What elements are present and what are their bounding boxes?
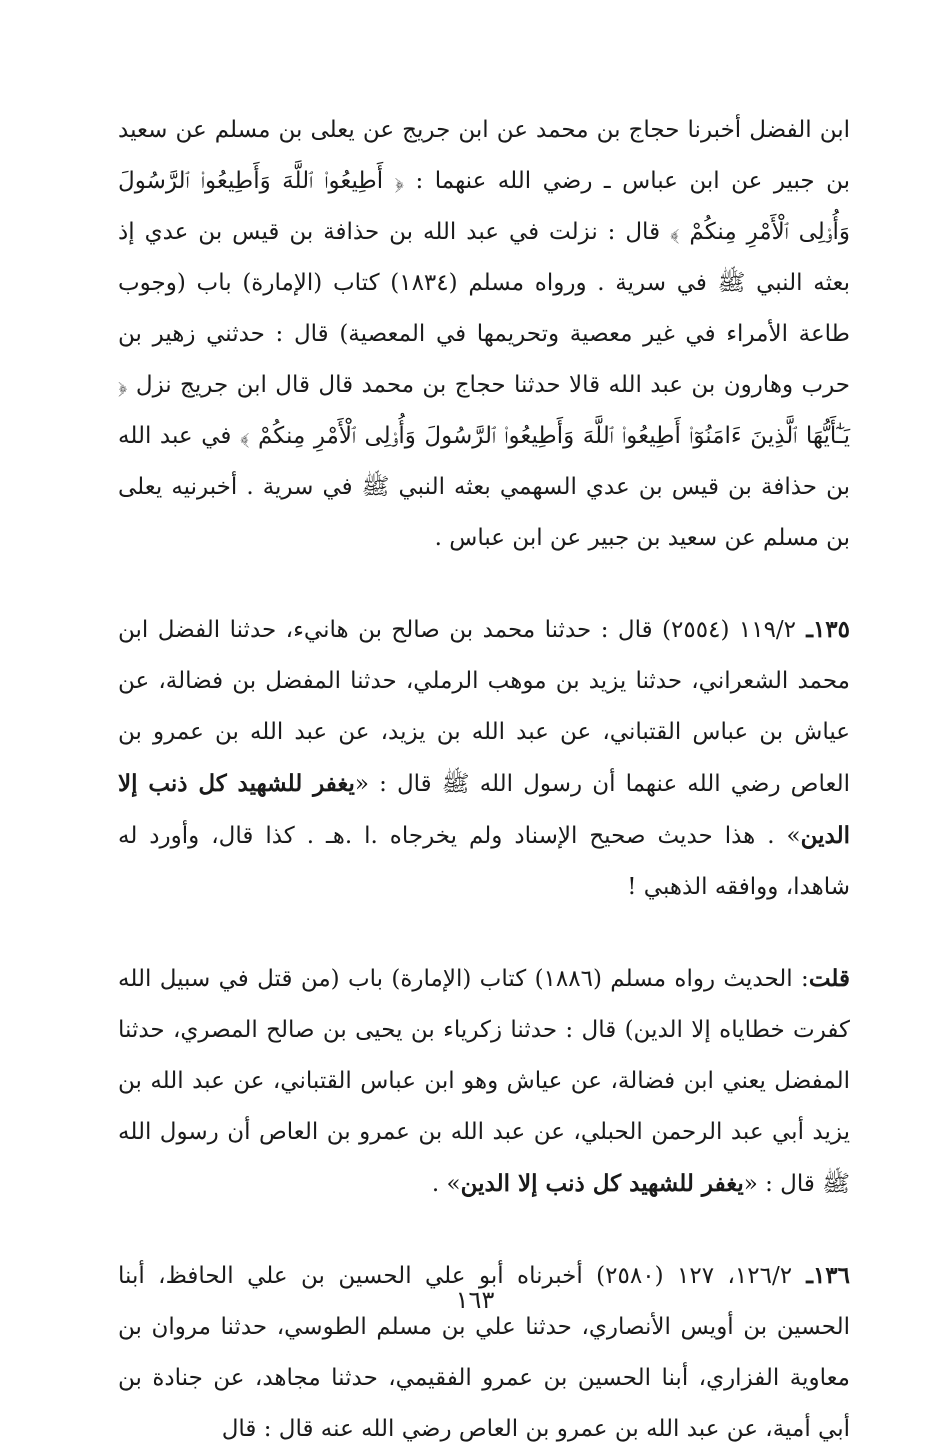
page-number: ١٦٣ <box>455 1286 495 1314</box>
hadith-quote: يغفر للشهيد كل ذنب إلا الدين <box>460 1170 744 1197</box>
page-body <box>118 105 850 1455</box>
paragraph-text: : الحديث رواه مسلم (١٨٨٦) كتاب (الإمارة) باب (من قتل في سبيل الله كفرت خطاياه إلا الدين) قال : حدثنا زكرياء بن يحيى بن صالح المصري، حدثنا المفضل يعني ابن فضالة، عن عياش وهو ابن عباس القتباني، عن عبد الله بن يزيد أبي عبد الرحمن الحبلي، عن عبد الله بن عمرو بن العاص أن رسول الله ﷺ قال : « <box>118 966 850 1197</box>
paragraph-text: ١١٩/٢ (٢٥٥٤) قال : حدثنا محمد بن صالح بن هانيء، حدثنا الفضل ابن محمد الشعراني، حدثنا يزيد بن موهب الرملي، حدثنا المفضل بن فضالة، عن عياش بن عباس القتباني، عن عبد الله بن يزيد، عن عبد الله بن عمرو بن العاص رضي الله عنهما أن رسول الله ﷺ قال : « <box>118 617 850 797</box>
entry-number: ١٣٥ـ <box>796 616 850 643</box>
quran-verse: ﴿ يَـٰٓأَيُّهَا ٱلَّذِينَ ءَامَنُوٓا۟ أَطِيعُوا۟ ٱللَّهَ وَأَطِيعُوا۟ ٱلرَّسُولَ وَأُو۟لِى ٱلْأَمْرِ مِنكُمْ ﴾ <box>118 372 850 449</box>
paragraph <box>118 953 850 1210</box>
hadith-quote: يغفر للشهيد كل ذنب إلا الدين <box>118 770 850 849</box>
paragraph-text: » . هذا حديث صحيح الإسناد ولم يخرجاه .ا .هـ . كذا قال، وأورد له شاهدا، ووافقه الذهبي ! <box>118 823 850 900</box>
text-block <box>118 105 850 1455</box>
paragraph-text: ١٢٦/٢، ١٢٧ (٢٥٨٠) أخبرناه أبو علي الحسين بن علي الحافظ، أبنا الحسين بن أويس الأنصاري، حدثنا علي بن مسلم الطوسي، حدثنا مروان بن معاوية الفزاري، أبنا الحسين بن عمرو الفقيمي، حدثنا مجاهد، عن جنادة بن أبي أمية، عن عبد الله بن عمرو بن العاص رضي الله عنه قال : قال <box>118 1263 850 1442</box>
paragraph <box>118 604 850 913</box>
quran-verse: ﴿ أَطِيعُوا۟ ٱللَّهَ وَأَطِيعُوا۟ ٱلرَّسُولَ وَأُو۟لِى ٱلْأَمْرِ مِنكُمْ ﴾ <box>118 168 850 245</box>
paragraph-text: ابن الفضل أخبرنا حجاج بن محمد عن ابن جريج عن يعلى بن مسلم عن سعيد بن جبير عن ابن عباس ـ رضي الله عنهما : <box>118 117 850 194</box>
entry-number: ١٣٦ـ <box>792 1262 851 1289</box>
paragraph-text: قال : نزلت في عبد الله بن حذافة بن قيس بن عدي إذ بعثه النبي ﷺ في سرية . ورواه مسلم (١٨٣٤) كتاب (الإمارة) باب (وجوب طاعة الأمراء في غير معصية وتحريمها في المعصية) قال : حدثني زهير بن حرب وهارون بن عبد الله قالا حدثنا حجاج بن محمد قال قال ابن جريج نزل <box>118 219 851 398</box>
paragraph <box>118 105 850 564</box>
paragraph-text: » . <box>431 1171 461 1197</box>
paragraph-text: في عبد الله بن حذافة بن قيس بن عدي السهمي بعثه النبي ﷺ في سرية . أخبرنيه يعلى بن مسلم عن سعيد بن جبير عن ابن عباس . <box>118 423 850 551</box>
paragraph <box>118 1250 850 1455</box>
entry-number: قلت <box>808 965 851 992</box>
